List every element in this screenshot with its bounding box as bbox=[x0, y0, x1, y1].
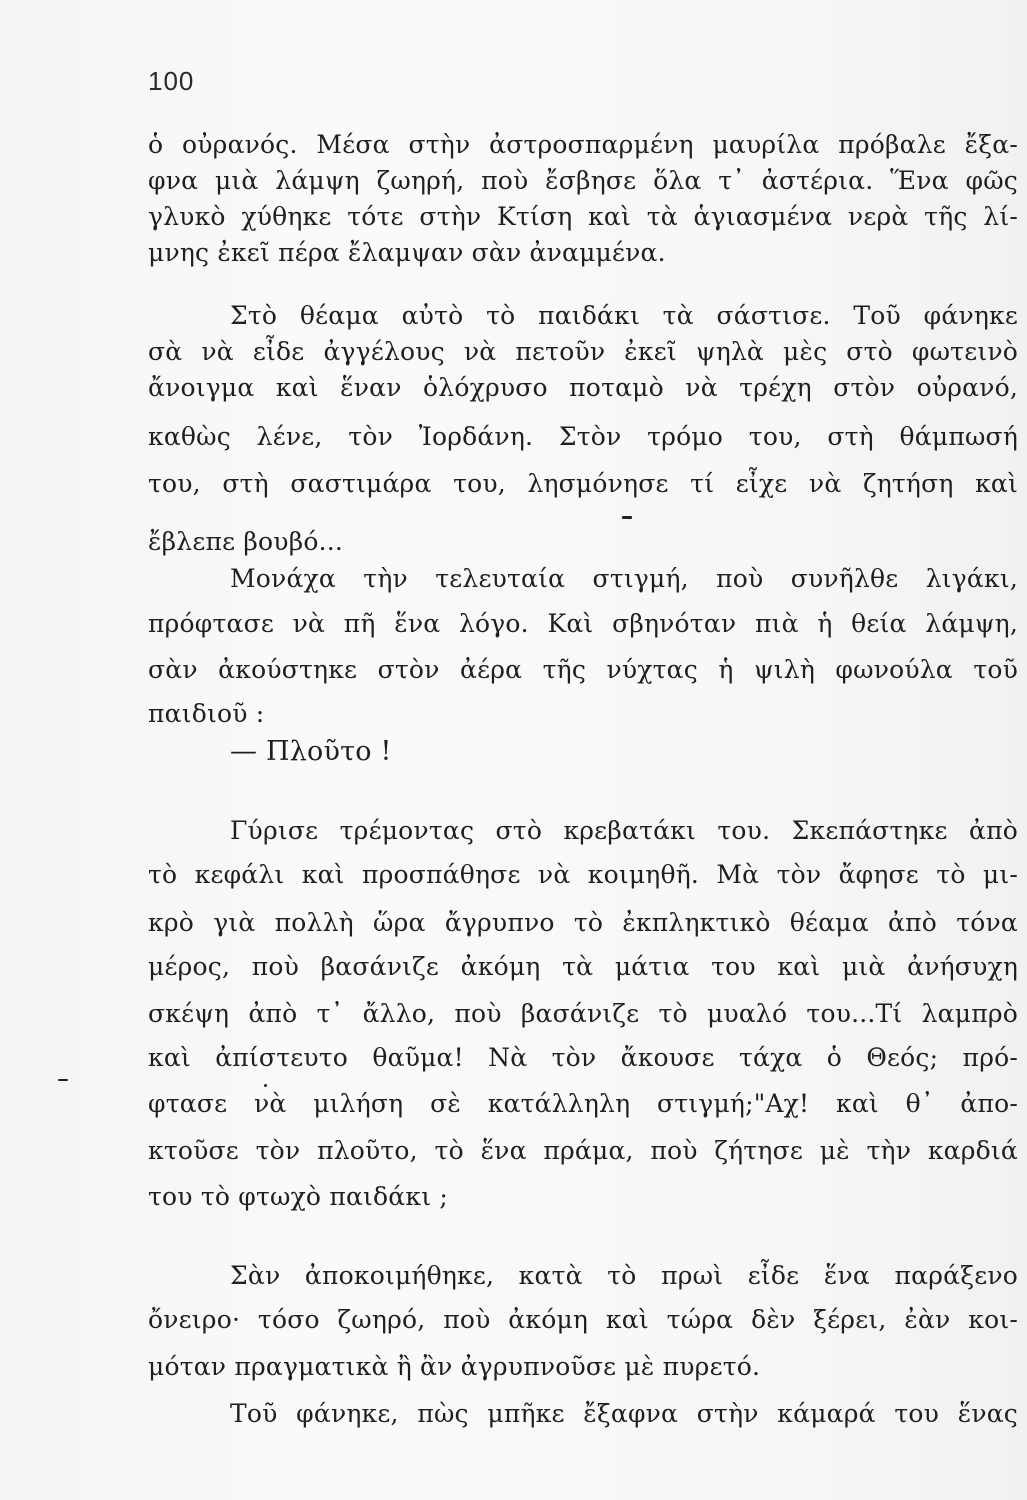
text-line: μόταν πραγματικὰ ἢ ἂν ἀγρυπνοῦσε μὲ πυρετό. bbox=[148, 1352, 761, 1381]
text-line: κρὸ γιὰ πολλὴ ὥρα ἄγρυπνο τὸ ἐκπληκτικὸ θέαμα ἀπὸ τόνα bbox=[148, 908, 1018, 937]
text-line: ἄνοιγμα καὶ ἕναν ὁλόχρυσο ποταμὸ νὰ τρέχη στὸν οὐρανό, bbox=[148, 373, 1018, 402]
text-line: σὰν ἀκούστηκε στὸν ἀέρα τῆς νύχτας ἡ ψιλὴ φωνούλα τοῦ bbox=[148, 655, 1018, 684]
text-line: του τὸ φτωχὸ παιδάκι ; bbox=[148, 1182, 448, 1211]
ink-speck bbox=[622, 516, 632, 519]
text-line: γλυκὸ χύθηκε τότε στὴν Κτίση καὶ τὰ ἁγιασμένα νερὰ τῆς λί- bbox=[148, 202, 1018, 231]
text-line: μέρος, ποὺ βασάνιζε ἀκόμη τὰ μάτια του καὶ μιὰ ἀνήσυχη bbox=[148, 952, 1018, 981]
text-line: κτοῦσε τὸν πλοῦτο, τὸ ἕνα πράμα, ποὺ ζήτησε μὲ τὴν καρδιά bbox=[148, 1136, 1018, 1165]
ink-speck bbox=[58, 1079, 68, 1081]
text-line: σκέψη ἀπὸ τ᾽ ἄλλο, ποὺ βασάνιζε τὸ μυαλό του...Τί λαμπρὸ bbox=[148, 999, 1018, 1028]
text-line: φνα μιὰ λάμψη ζωηρή, ποὺ ἔσβησε ὅλα τ᾽ ἀστέρια. Ἕνα φῶς bbox=[148, 166, 1018, 195]
text-line: ὁ οὐρανός. Μέσα στὴν ἀστροσπαρμένη μαυρίλα πρόβαλε ἔξα- bbox=[148, 130, 1018, 159]
ink-speck bbox=[264, 1084, 267, 1087]
text-line: Μονάχα τὴν τελευταία στιγμή, ποὺ συνῆλθε λιγάκι, bbox=[230, 564, 1018, 593]
dialogue-line: — Πλοῦτο ! bbox=[230, 736, 392, 767]
text-line: του, στὴ σαστιμάρα του, λησμόνησε τί εἶχε νὰ ζητήση καὶ bbox=[148, 469, 1018, 498]
text-line: πρόφτασε νὰ πῆ ἕνα λόγο. Καὶ σβηνόταν πιὰ ἡ θεία λάμψη, bbox=[148, 609, 1018, 638]
text-line: παιδιοῦ : bbox=[148, 699, 265, 728]
text-line: Τοῦ φάνηκε, πὼς μπῆκε ἔξαφνα στὴν κάμαρά του ἕνας bbox=[230, 1399, 1018, 1428]
text-line: Γύρισε τρέμοντας στὸ κρεβατάκι του. Σκεπάστηκε ἀπὸ bbox=[230, 816, 1018, 845]
page-number: 100 bbox=[148, 66, 195, 96]
text-line: Σὰν ἀποκοιμήθηκε, κατὰ τὸ πρωὶ εἶδε ἕνα παράξενο bbox=[230, 1261, 1018, 1290]
text-line: τὸ κεφάλι καὶ προσπάθησε νὰ κοιμηθῆ. Μὰ τὸν ἄφησε τὸ μι- bbox=[148, 860, 1018, 889]
text-line: ὄνειρο· τόσο ζωηρό, ποὺ ἀκόμη καὶ τώρα δὲν ξέρει, ἐὰν κοι- bbox=[148, 1305, 1018, 1334]
text-line: μνης ἐκεῖ πέρα ἔλαμψαν σὰν ἀναμμένα. bbox=[148, 238, 666, 267]
text-line: καθὼς λένε, τὸν Ἰορδάνη. Στὸν τρόμο του, στὴ θάμπωσή bbox=[148, 422, 1018, 451]
text-line: καὶ ἀπίστευτο θαῦμα! Νὰ τὸν ἄκουσε τάχα ὁ Θεός; πρό- bbox=[148, 1043, 1018, 1072]
text-line: σὰ νὰ εἶδε ἀγγέλους νὰ πετοῦν ἐκεῖ ψηλὰ μὲς στὸ φωτεινὸ bbox=[148, 337, 1018, 366]
text-line: ἔβλεπε βουβό... bbox=[148, 527, 344, 556]
text-line: Στὸ θέαμα αὐτὸ τὸ παιδάκι τὰ σάστισε. Τοῦ φάνηκε bbox=[230, 301, 1018, 330]
text-line: φτασε νὰ μιλήση σὲ κατάλληλη στιγμή;"Αχ! καὶ θ᾽ ἀπο- bbox=[148, 1089, 1018, 1118]
